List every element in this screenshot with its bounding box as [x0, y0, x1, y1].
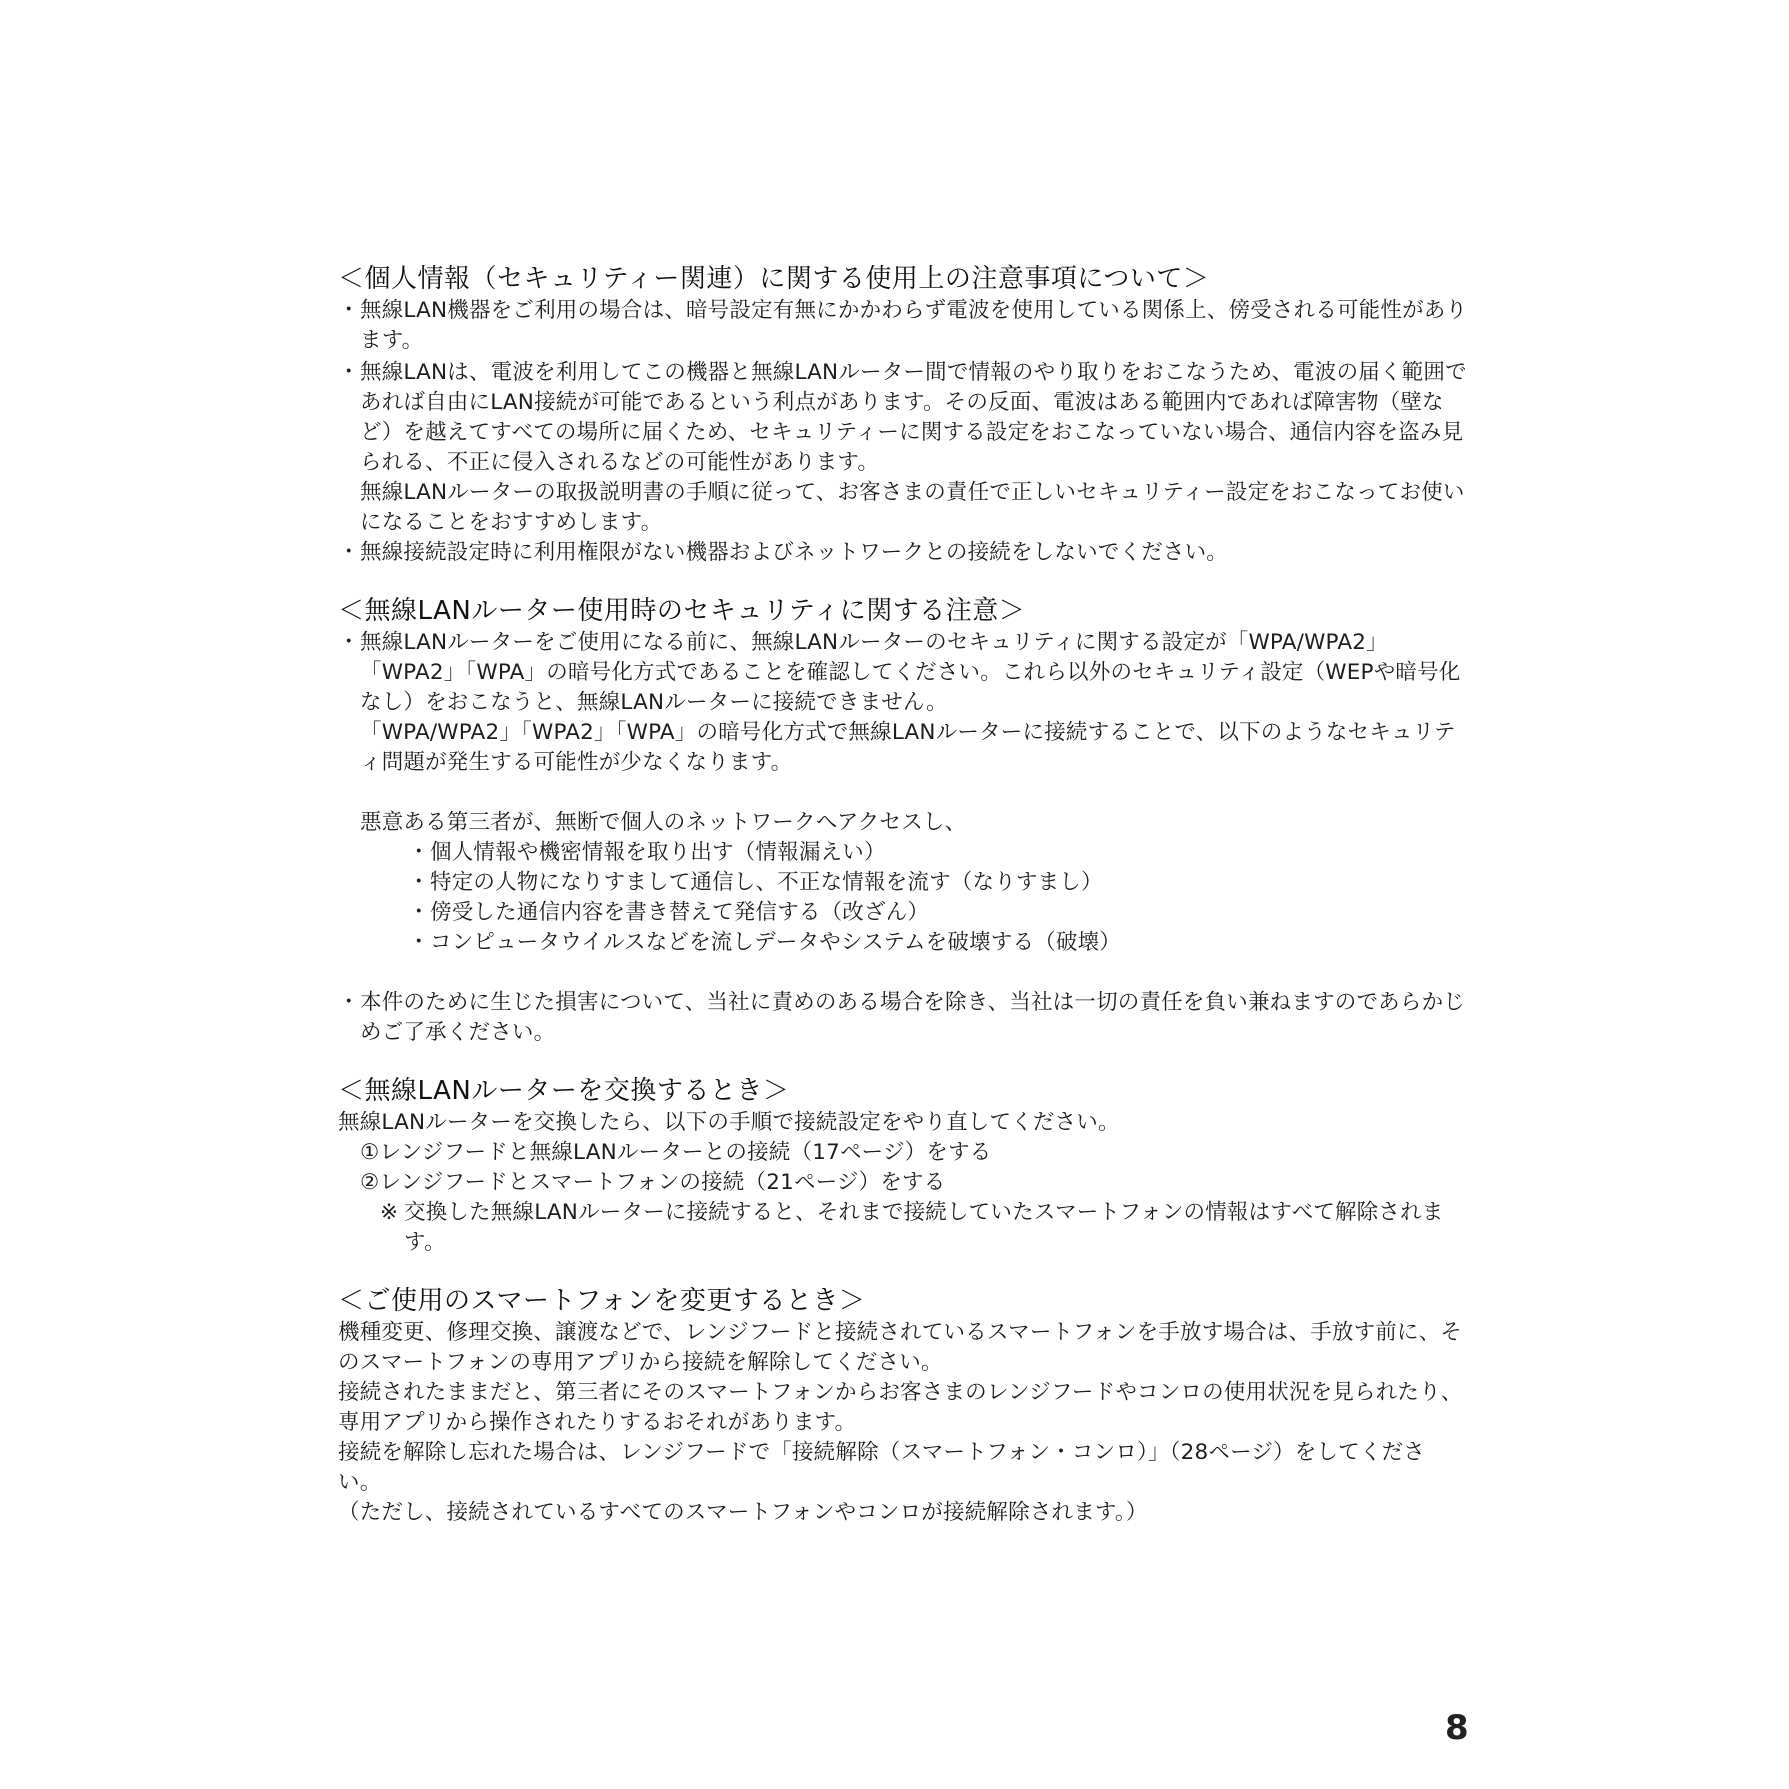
section-heading-privacy: ＜個人情報（セキュリティー関連）に関する使用上の注意事項について＞ — [338, 264, 1210, 294]
list-item — [338, 296, 1468, 356]
paragraph: 機種変更、修理交換、譲渡などで、レンジフードと接続されているスマートフォンを手放す場合は、手放す前に、そのスマートフォンの専用アプリから接続を解除してください。 — [338, 1320, 1463, 1375]
list-item — [338, 988, 1468, 1048]
paragraph: 接続を解除し忘れた場合は、レンジフードで「接続解除（スマートフォン・コンロ）」（28ページ）をしてください。 — [338, 1440, 1425, 1495]
list-item — [338, 358, 1468, 478]
bullet-mark: ・ — [338, 360, 360, 385]
section-heading-smartphone-change: ＜ご使用のスマートフォンを変更するとき＞ — [338, 1286, 866, 1316]
risk-item — [338, 838, 1468, 868]
list-item-text: 本件のために生じた損害について、当社に責めのある場合を除き、当社は一切の責任を負い兼ねますのであらかじめご了承ください。 — [360, 990, 1465, 1045]
list-item — [338, 628, 1468, 718]
bullet-mark: ・ — [338, 630, 360, 655]
step-item: ①レンジフードと無線LANルーターとの接続（17ページ）をする — [360, 1140, 992, 1165]
paragraph: （ただし、接続されているすべてのスマートフォンやコンロが接続解除されます。） — [338, 1500, 1148, 1525]
risk-item — [338, 898, 1468, 928]
list-item-text: 無線LANルーターをご使用になる前に、無線LANルーターのセキュリティに関する設定が「WPA/WPA2」「WPA2」「WPA」の暗号化方式であることを確認してください。これら以外のセキュリティ設定（WEPや暗号化なし）をおこなうと、無線LANルーターに接続できません。 — [360, 630, 1461, 715]
note-text: 交換した無線LANルーターに接続すると、それまで接続していたスマートフォンの情報はすべて解除されます。 — [404, 1200, 1444, 1255]
list-item-text: 無線接続設定時に利用権限がない機器およびネットワークとの接続をしないでください。 — [360, 540, 1229, 565]
paragraph: 悪意ある第三者が、無断で個人のネットワークへアクセスし、 — [360, 810, 967, 835]
list-item-text: 無線LANは、電波を利用してこの機器と無線LANルーター間で情報のやり取りをおこなうため、電波の届く範囲であれば自由にLAN接続が可能であるという利点があります。その反面、電波はある範囲内であれば障害物（壁など）を越えてすべての場所に届くため、セキュリティーに関する設定をおこなっていない場合、通信内容を盗み見られる、不正に侵入されるなどの可能性があります。 — [360, 360, 1467, 475]
risk-item — [338, 868, 1468, 898]
bullet-mark: ・ — [408, 840, 430, 865]
paragraph: 「WPA/WPA2」「WPA2」「WPA」の暗号化方式で無線LANルーターに接続することで、以下のようなセキュリティ問題が発生する可能性が少なくなります。 — [360, 720, 1456, 775]
section-heading-router-security: ＜無線LANルーター使用時のセキュリティに関する注意＞ — [338, 596, 1026, 626]
risk-item — [338, 928, 1468, 958]
bullet-mark: ・ — [408, 870, 430, 895]
note-mark: ※ — [380, 1200, 399, 1225]
bullet-mark: ・ — [338, 298, 360, 323]
paragraph: 接続されたままだと、第三者にそのスマートフォンからお客さまのレンジフードやコンロの使用状況を見られたり、専用アプリから操作されたりするおそれがあります。 — [338, 1380, 1463, 1435]
bullet-mark: ・ — [338, 990, 360, 1015]
page-content — [338, 262, 1468, 1528]
paragraph: 無線LANルーターの取扱説明書の手順に従って、お客さまの責任で正しいセキュリティー設定をおこなってお使いになることをおすすめします。 — [360, 480, 1465, 535]
bullet-mark: ・ — [408, 930, 430, 955]
risk-item-text: 傍受した通信内容を書き替えて発信する（改ざん） — [430, 900, 930, 925]
bullet-mark: ・ — [408, 900, 430, 925]
page-number: 8 — [1445, 1708, 1469, 1748]
list-item-text: 無線LAN機器をご利用の場合は、暗号設定有無にかかわらず電波を使用している関係上、傍受される可能性があります。 — [360, 298, 1468, 353]
section-heading-router-replace: ＜無線LANルーターを交換するとき＞ — [338, 1076, 790, 1106]
note — [338, 1198, 1468, 1258]
step-item: ②レンジフードとスマートフォンの接続（21ページ）をする — [360, 1170, 946, 1195]
risk-item-text: 特定の人物になりすまして通信し、不正な情報を流す（なりすまし） — [430, 870, 1103, 895]
bullet-mark: ・ — [338, 540, 360, 565]
paragraph: 無線LANルーターを交換したら、以下の手順で接続設定をやり直してください。 — [338, 1110, 1120, 1135]
list-item — [338, 538, 1468, 568]
risk-item-text: 個人情報や機密情報を取り出す（情報漏えい） — [430, 840, 886, 865]
risk-item-text: コンピュータウイルスなどを流しデータやシステムを破壊する（破壊） — [430, 930, 1121, 955]
